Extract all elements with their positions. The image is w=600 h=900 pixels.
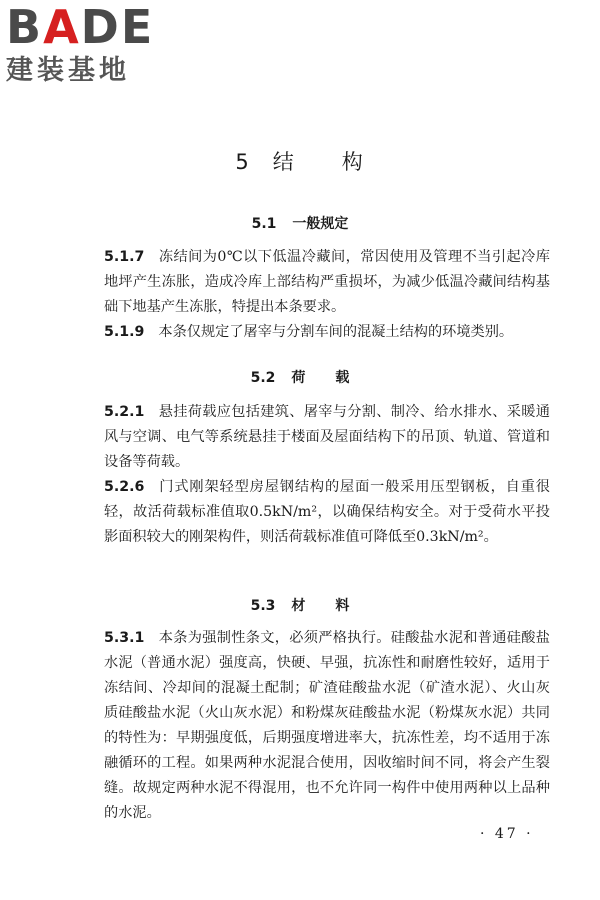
logo-letter-b: B	[6, 0, 44, 54]
clause-5-1-9	[104, 320, 550, 345]
clause-text: 门式刚架轻型房屋钢结构的屋面一般采用压型钢板，自重很轻，故活荷载标准值取0.5kN/m²，以确保结构安全。对于受荷水平投影面积较大的刚架构件，则活荷载标准值可降低至0.3kN/m²。	[104, 479, 550, 545]
clause-5-3-1	[104, 626, 550, 826]
section-name-char-2: 载	[335, 370, 350, 386]
chapter-word-1: 结	[272, 150, 296, 174]
logo-letter-a: A	[43, 0, 81, 54]
section-name-char-2: 料	[335, 598, 350, 614]
section-name-char-1: 荷	[291, 370, 306, 386]
chapter-word-2: 构	[341, 150, 365, 174]
clause-number: 5.1.9	[104, 324, 145, 340]
logo	[6, 0, 176, 88]
clause-5-2-1	[104, 400, 550, 475]
section-number: 5.3	[250, 598, 276, 614]
clause-text: 悬挂荷载应包括建筑、屠宰与分割、制冷、给水排水、采暖通风与空调、电气等系统悬挂于楼面及屋面结构下的吊顶、轨道、管道和设备等荷载。	[104, 404, 550, 470]
clause-5-2-6	[104, 475, 550, 550]
clause-number: 5.2.1	[104, 404, 145, 420]
section-title-5-2	[0, 367, 600, 387]
logo-subtitle: 建装基地	[6, 55, 130, 86]
clause-number: 5.1.7	[104, 249, 145, 265]
section-number: 5.2	[250, 370, 276, 386]
logo-letters-de: DE	[80, 0, 155, 54]
page-number: · 47 ·	[480, 826, 534, 842]
section-number: 5.1	[251, 216, 277, 232]
clause-text: 冻结间为0℃以下低温冷藏间，常因使用及管理不当引起冷库地坪产生冻胀，造成冷库上部结构严重损坏，为减少低温冷藏间结构基础下地基产生冻胀，特提出本条要求。	[104, 249, 550, 315]
logo-wordmark	[6, 0, 176, 54]
clause-text: 本条仅规定了屠宰与分割车间的混凝土结构的环境类别。	[158, 324, 514, 340]
section-name: 一般规定	[292, 216, 349, 232]
clause-5-1-7	[104, 245, 550, 320]
section-name-char-1: 材	[291, 598, 306, 614]
section-title-5-3	[0, 595, 600, 615]
chapter-title	[0, 146, 600, 176]
clause-number: 5.2.6	[104, 479, 145, 495]
chapter-number: 5	[235, 150, 251, 174]
section-title-5-1	[0, 213, 600, 233]
clause-text: 本条为强制性条文，必须严格执行。硅酸盐水泥和普通硅酸盐水泥（普通水泥）强度高，快硬、早强，抗冻性和耐磨性较好，适用于冻结间、冷却间的混凝土配制；矿渣硅酸盐水泥（矿渣水泥）、火山灰质硅酸盐水泥（火山灰水泥）和粉煤灰硅酸盐水泥（粉煤灰水泥）共同的特性为：早期强度低，后期强度增进率大，抗冻性差，均不适用于冻融循环的工程。如果两种水泥混合使用，因收缩时间不同，将会产生裂缝。故规定两种水泥不得混用，也不允许同一构件中使用两种以上品种的水泥。	[104, 630, 550, 821]
clause-number: 5.3.1	[104, 630, 145, 646]
